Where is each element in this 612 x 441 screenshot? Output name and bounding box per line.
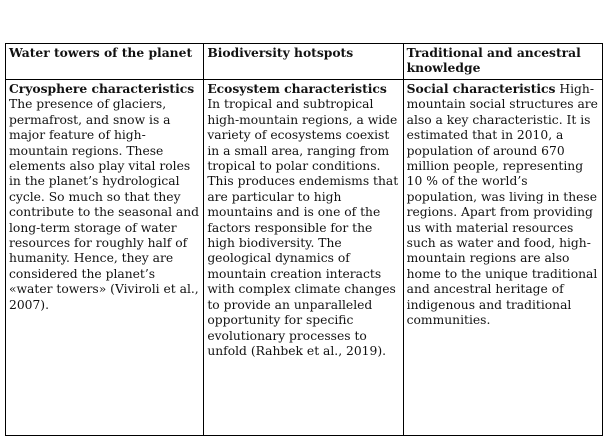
comparison-table	[5, 43, 603, 436]
header-row	[6, 44, 603, 80]
cryosphere-heading: Cryosphere characteristics	[9, 81, 195, 96]
header-water-towers: Water towers of the planet	[6, 44, 204, 80]
cell-ecosystem	[204, 80, 403, 436]
ecosystem-heading: Ecosystem characteristics	[207, 81, 387, 96]
ecosystem-text: In tropical and subtropical high-mountain regions, a wide variety of ecosystems coexist in a small area, ranging from tropical to polar conditions. This produces endemisms that are particular to high mountains and is one of the factors responsible for the high biodiversity. The geological dynamics of mountain creation interacts with complex climate changes to provide an unparalleled opportunity for specific evolutionary processes to unfold (Rahbek et al., 2019).	[207, 97, 399, 358]
cell-social	[403, 80, 602, 436]
table-body	[6, 80, 603, 436]
social-text: High-mountain social structures are also a key characteristic. It is estimated that in 2010, a population of around 670 million people, representing 10 % of the world’s population, was living in these regions. Apart from providing us with material resources such as water and food, high-mountain regions are also home to the unique traditional and ancestral heritage of indigenous and traditional communities.	[406, 82, 598, 328]
cryosphere-text: The presence of glaciers, permafrost, and snow is a major feature of high-mountain regions. These elements also play vital roles in the planet’s hydrological cycle. So much so that they contribute to the seasonal and long-term storage of water resources for roughly half of humanity. Hence, they are considered the planet’s «water towers» (Viviroli et al., 2007).	[9, 97, 200, 312]
table-header	[6, 44, 603, 80]
header-traditional-knowledge: Traditional and ancestral knowledge	[403, 44, 602, 80]
header-biodiversity-hotspots: Biodiversity hotspots	[204, 44, 403, 80]
social-heading: Social characteristics	[406, 81, 556, 96]
table-row	[6, 80, 603, 436]
cell-cryosphere	[6, 80, 204, 436]
